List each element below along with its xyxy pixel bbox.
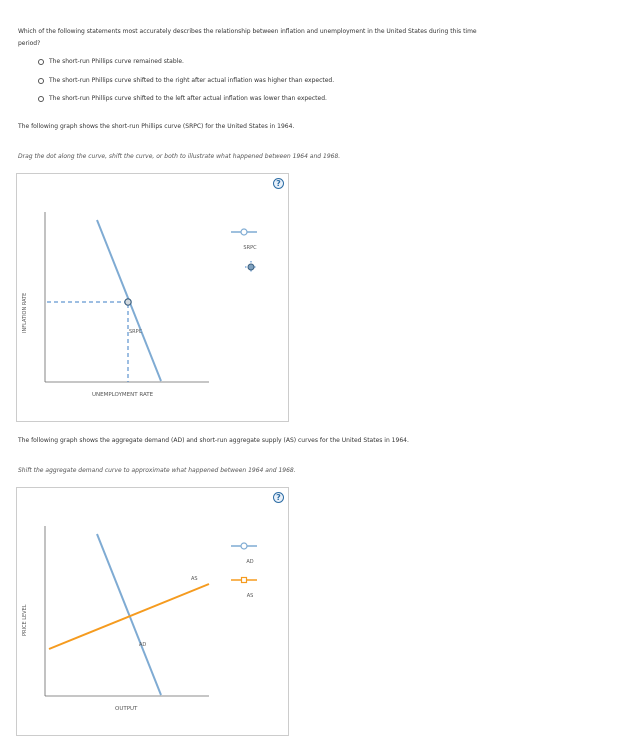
legend-as-label: AS bbox=[246, 593, 254, 599]
ad-curve[interactable] bbox=[97, 534, 161, 695]
legend-as-handle[interactable] bbox=[242, 578, 247, 583]
y-axis-label: PRICE LEVEL bbox=[22, 604, 28, 636]
radio-button[interactable] bbox=[38, 78, 44, 84]
help-icon[interactable]: ? bbox=[273, 492, 284, 503]
phillips-intro: The following graph shows the short-run Phillips curve (SRPC) for the United States in 1964. bbox=[18, 123, 295, 130]
equilibrium-dot[interactable] bbox=[125, 299, 131, 305]
option-stable[interactable] bbox=[38, 58, 184, 66]
x-axis-label: UNEMPLOYMENT RATE bbox=[92, 392, 154, 398]
radio-button[interactable] bbox=[38, 59, 44, 65]
as-curve bbox=[49, 584, 209, 649]
legend-ad-handle[interactable] bbox=[241, 543, 247, 549]
y-axis-label: INFLATION RATE bbox=[22, 292, 28, 333]
as-curve-label: AS bbox=[191, 576, 198, 582]
legend-srpc-handle[interactable] bbox=[241, 229, 247, 235]
legend-dot-tool[interactable] bbox=[248, 264, 254, 270]
adas-intro: The following graph shows the aggregate demand (AD) and short-run aggregate supply (AS) curves for the United States in 1964. bbox=[18, 437, 409, 444]
phillips-graph bbox=[17, 174, 290, 423]
option-shift-right[interactable] bbox=[38, 77, 334, 85]
radio-button[interactable] bbox=[38, 96, 44, 102]
option-label: The short-run Phillips curve shifted to the right after actual inflation was higher than expected. bbox=[49, 77, 335, 84]
phillips-instruction: Drag the dot along the curve, shift the curve, or both to illustrate what happened between 1964 and 1968. bbox=[18, 153, 341, 160]
option-label: The short-run Phillips curve remained stable. bbox=[49, 58, 184, 65]
srpc-curve-label: SRPC bbox=[129, 329, 143, 335]
ad-curve-label: AD bbox=[139, 642, 147, 648]
phillips-graph-panel bbox=[16, 173, 289, 422]
option-shift-left[interactable] bbox=[38, 95, 327, 103]
legend-ad-label: AD bbox=[246, 559, 254, 565]
x-axis-label: OUTPUT bbox=[115, 706, 138, 712]
adas-instruction: Shift the aggregate demand curve to approximate what happened between 1964 and 1968. bbox=[18, 467, 296, 474]
legend-srpc-label: SRPC bbox=[243, 245, 257, 251]
adas-graph bbox=[17, 488, 290, 737]
adas-graph-panel bbox=[16, 487, 289, 736]
help-icon[interactable]: ? bbox=[273, 178, 284, 189]
question-text: Which of the following statements most accurately describes the relationship between inflation and unemployment in the United States during this time period? bbox=[18, 28, 477, 47]
option-label: The short-run Phillips curve shifted to the left after actual inflation was lower than expected. bbox=[49, 95, 327, 102]
